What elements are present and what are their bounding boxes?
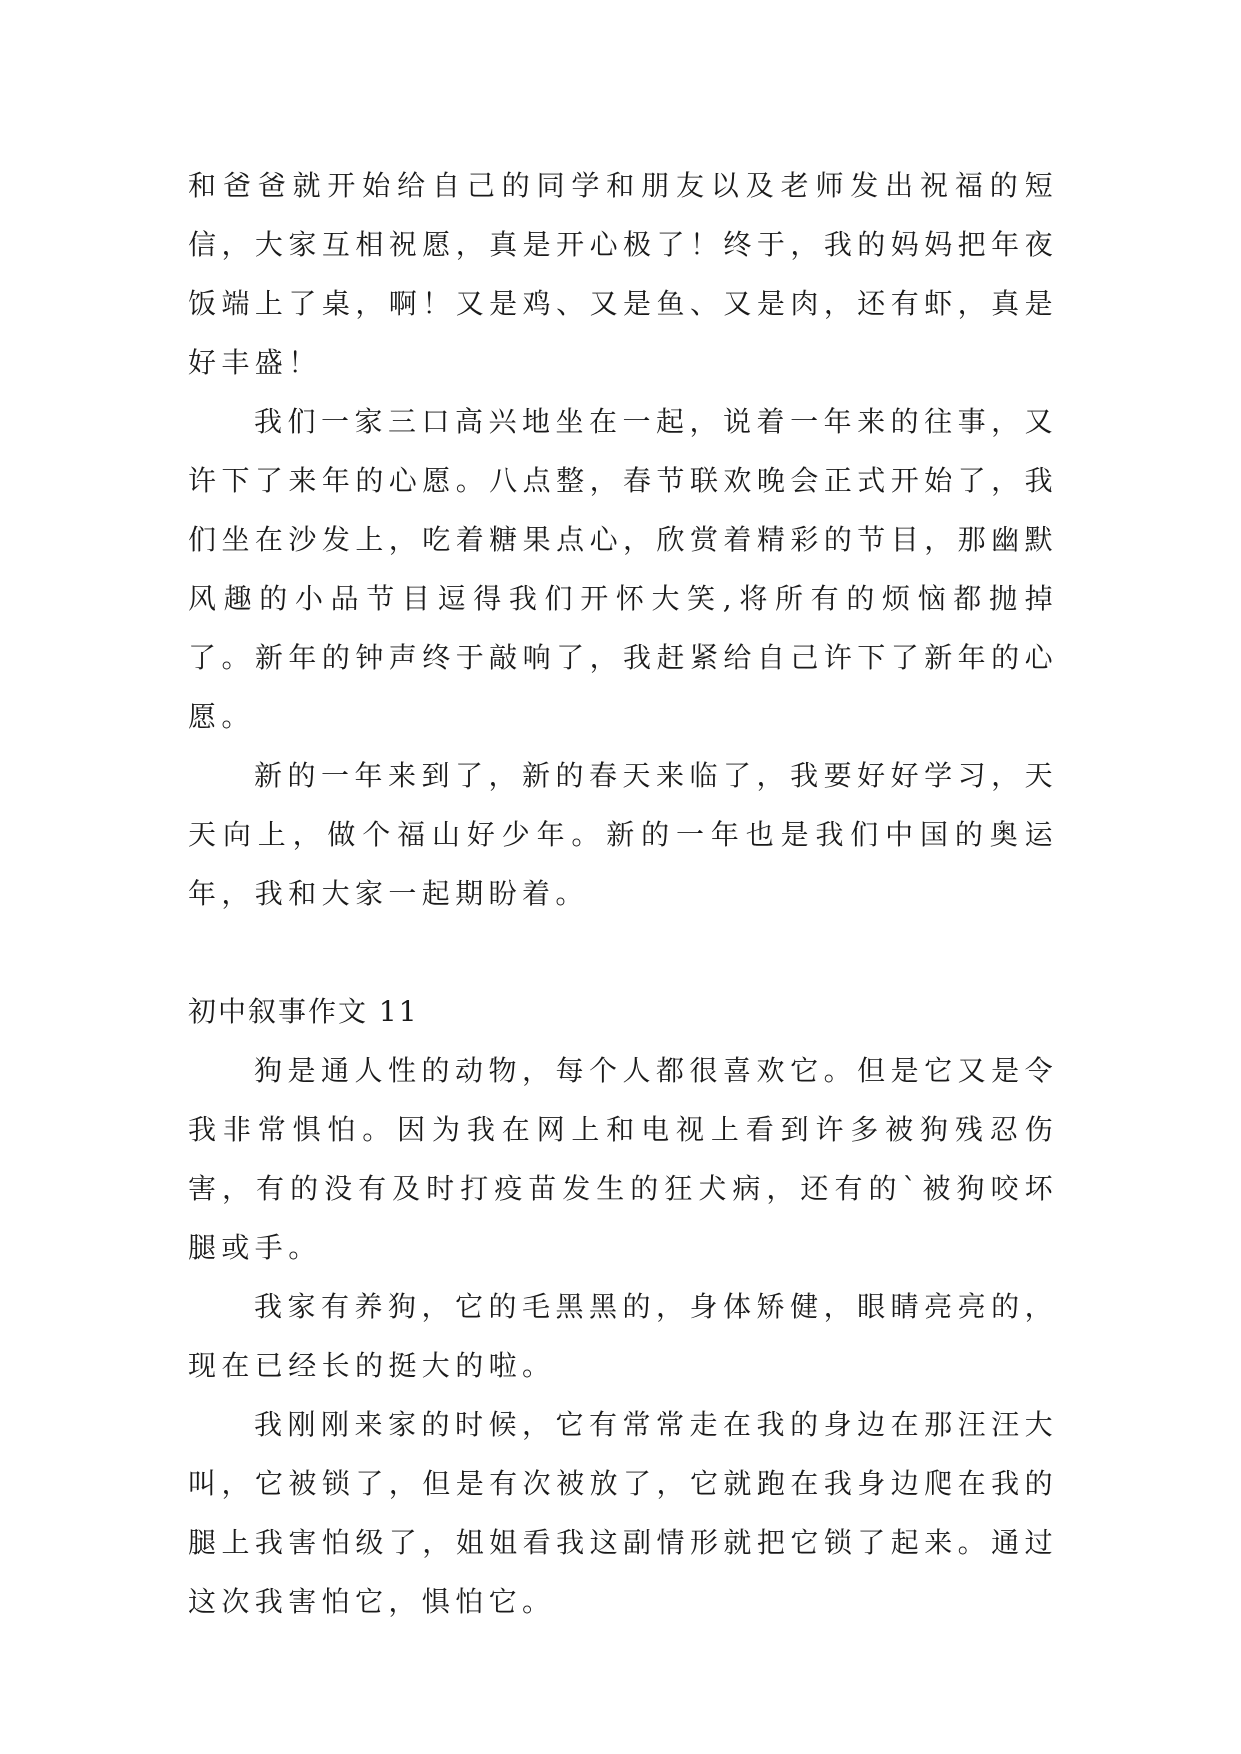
paragraph-1: 和爸爸就开始给自己的同学和朋友以及老师发出祝福的短信，大家互相祝愿，真是开心极了！终于，我的妈妈把年夜饭端上了桌，啊！又是鸡、又是鱼、又是肉，还有虾，真是好丰盛！ xyxy=(188,169,1058,379)
paragraph-2: 我们一家三口高兴地坐在一起，说着一年来的往事，又许下了来年的心愿。八点整，春节联欢晚会正式开始了，我们坐在沙发上，吃着糖果点心，欣赏着精彩的节目，那幽默风趣的小品节目逗得我们开怀大笑,将所有的烦恼都抛掉了。新年的钟声终于敲响了，我赶紧给自己许下了新年的心愿。 xyxy=(188,405,1058,733)
paragraph-6: 我刚刚来家的时候，它有常常走在我的身边在那汪汪大叫，它被锁了，但是有次被放了，它就跑在我身边爬在我的腿上我害怕级了，姐姐看我这副情形就把它锁了起来。通过这次我害怕它，惧怕它。 xyxy=(188,1408,1058,1618)
document-body xyxy=(188,156,1058,1631)
paragraph-3: 新的一年来到了，新的春天来临了，我要好好学习，天天向上，做个福山好少年。新的一年也是我们中国的奥运年，我和大家一起期盼着。 xyxy=(188,759,1058,910)
paragraph-4: 狗是通人性的动物，每个人都很喜欢它。但是它又是令我非常惧怕。因为我在网上和电视上看到许多被狗残忍伤害，有的没有及时打疫苗发生的狂犬病，还有的`被狗咬坏腿或手。 xyxy=(188,1054,1058,1264)
section-title: 初中叙事作文 11 xyxy=(188,995,419,1028)
paragraph-5: 我家有养狗，它的毛黑黑的，身体矫健，眼睛亮亮的，现在已经长的挺大的啦。 xyxy=(188,1290,1058,1382)
